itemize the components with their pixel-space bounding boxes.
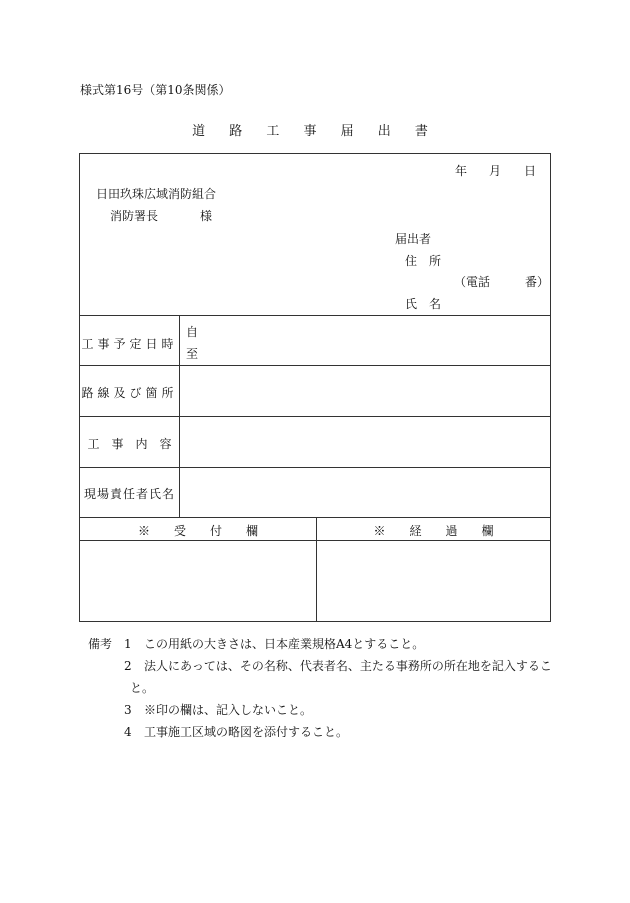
date-month-label: 月 — [489, 164, 502, 178]
recipient-organization: 日田玖珠広域消防組合 — [96, 187, 217, 201]
note-number: 4 — [124, 725, 132, 739]
note-item — [88, 633, 558, 655]
recipient-title: 消防署長 — [110, 209, 159, 223]
supervisor-label: 現場責任者氏名 — [83, 487, 175, 501]
label-column-divider — [179, 315, 180, 517]
note-text: この用紙の大きさは、日本産業規格A4とすること。 — [144, 637, 425, 651]
note-number: 1 — [124, 637, 132, 651]
applicant-label: 届出者 — [395, 232, 432, 246]
notes-heading: 備考 — [88, 637, 113, 651]
divider-line — [80, 467, 551, 468]
form-table — [79, 153, 551, 622]
note-number: 2 — [124, 659, 132, 673]
name-label: 氏 名 — [405, 297, 442, 311]
divider-line — [80, 416, 551, 417]
divider-line — [80, 315, 551, 316]
reception-column-header: ※ 受 付 欄 — [137, 524, 258, 538]
address-label: 住 所 — [405, 254, 442, 268]
form-number: 様式第16号（第10条関係） — [80, 83, 231, 97]
divider-line — [80, 365, 551, 366]
document-title: 道 路 工 事 届 出 書 — [192, 124, 438, 139]
note-number: 3 — [124, 703, 132, 717]
content-label: 工 事 内 容 — [87, 437, 172, 451]
note-text: 工事施工区域の略図を添付すること。 — [144, 725, 349, 739]
schedule-to-label: 至 — [186, 347, 199, 361]
phone-close-label: 番） — [525, 275, 550, 289]
note-text: ※印の欄は、記入しないこと。 — [144, 703, 313, 717]
note-text: 法人にあっては、その名称、代表者名、主たる事務所の所在地を記入するこ — [144, 659, 552, 673]
note-text-continuation: と。 — [130, 681, 155, 695]
route-label: 路線及び箇所 — [81, 386, 178, 400]
note-item — [88, 655, 558, 699]
date-day-label: 日 — [524, 164, 537, 178]
schedule-label: 工事予定日時 — [81, 337, 178, 351]
notes-section — [88, 633, 558, 743]
schedule-from-label: 自 — [186, 325, 199, 339]
note-item — [88, 721, 558, 743]
progress-column-header: ※ 経 過 欄 — [373, 524, 494, 538]
phone-open-label: （電話 — [454, 275, 491, 289]
honorific: 様 — [200, 209, 213, 223]
note-item — [88, 699, 558, 721]
date-year-label: 年 — [455, 164, 468, 178]
